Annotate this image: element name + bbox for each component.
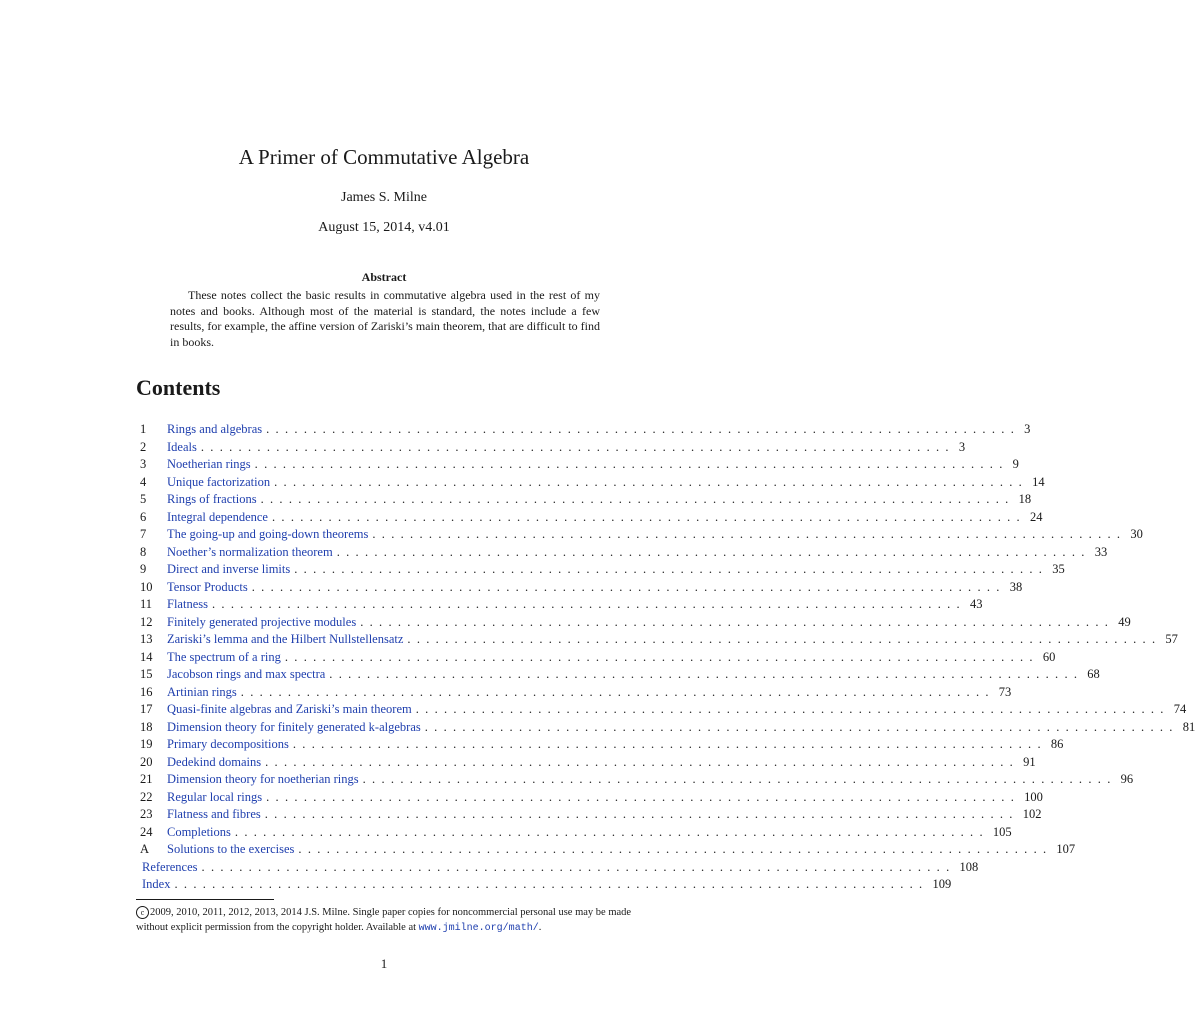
toc-entry-link[interactable]: Noetherian rings	[167, 457, 251, 471]
toc-entry-link[interactable]: Integral dependence	[167, 509, 268, 524]
toc-entry[interactable]	[140, 754, 1036, 772]
toc-page-number: 57	[1165, 632, 1178, 646]
toc-dot-leader: ................................................................................	[264, 807, 1019, 821]
toc-entry-number: 14	[140, 649, 153, 664]
toc-page-number: 109	[932, 877, 952, 891]
toc-dot-leader: ................................................................................	[260, 492, 1015, 506]
toc-entry[interactable]	[140, 491, 1032, 509]
toc-entry-link[interactable]: Zariski’s lemma and the Hilbert Nullstellensatz	[167, 632, 404, 646]
toc-entry-link[interactable]: Index	[142, 877, 171, 891]
toc-entry-link[interactable]: Finitely generated projective modules	[167, 614, 357, 629]
footnote	[136, 905, 636, 936]
abstract-text: These notes collect the basic results in commutative algebra used in the rest of my notes and books. Although most of the material is standard, the notes include a few results, for example, the affine version of Zariski’s main theorem, that are difficult to find in books.	[170, 288, 600, 349]
toc-page-number: 30	[1130, 527, 1143, 541]
toc-page-number: 60	[1042, 649, 1056, 664]
toc-entry-number: 16	[140, 684, 153, 699]
website-link[interactable]: www.jmilne.org/math/	[418, 923, 539, 934]
toc-page-number: 35	[1052, 562, 1065, 576]
toc-dot-leader: ................................................................................	[294, 562, 1049, 576]
toc-entry-link[interactable]: Direct and inverse limits	[167, 562, 291, 576]
toc-dot-leader: ................................................................................	[201, 859, 956, 874]
toc-dot-leader: ................................................................................	[266, 422, 1021, 436]
toc-entry[interactable]	[140, 824, 1012, 842]
toc-dot-leader: ................................................................................	[265, 754, 1020, 769]
toc-entry[interactable]	[140, 701, 1187, 719]
toc-entry-link[interactable]: Flatness	[167, 597, 208, 611]
footnote-text: 2009, 2010, 2011, 2012, 2013, 2014 J.S. Milne. Single paper copies for noncommercial personal use may be made without explicit permission from the copyright holder. Available at	[136, 907, 632, 933]
toc-entry[interactable]	[140, 649, 1056, 667]
toc-dot-leader: ................................................................................	[329, 667, 1084, 681]
toc-page-number: 3	[958, 439, 966, 454]
toc-entry[interactable]	[140, 806, 1042, 824]
author-name: James S. Milne	[341, 190, 427, 205]
toc-page-number: 74	[1173, 702, 1187, 716]
toc-entry-number: 20	[140, 754, 153, 769]
toc-entry-link[interactable]: The spectrum of a ring	[167, 649, 281, 664]
toc-entry-link[interactable]: Completions	[167, 824, 231, 839]
toc-dot-leader: ................................................................................	[234, 824, 989, 839]
toc-entry[interactable]	[140, 456, 1019, 474]
toc-page-number: 81	[1182, 719, 1195, 734]
toc-page-number: 100	[1024, 789, 1043, 804]
toc-entry-number: 12	[140, 614, 153, 629]
toc-page-number: 3	[1024, 422, 1031, 436]
toc-entry-number: 24	[140, 824, 153, 839]
toc-page-number: 107	[1056, 842, 1076, 856]
paper-title: A Primer of Commutative Algebra	[238, 145, 530, 169]
toc-entry[interactable]	[140, 684, 1012, 702]
table-of-contents	[140, 421, 1195, 894]
toc-page-number: 102	[1022, 807, 1042, 821]
toc-entry-number: 2	[140, 439, 147, 454]
toc-page-number: 91	[1023, 754, 1036, 769]
toc-entry[interactable]	[140, 509, 1043, 527]
toc-page-number: 49	[1118, 614, 1131, 629]
toc-entry[interactable]	[140, 789, 1043, 807]
toc-page-number: 86	[1050, 737, 1064, 751]
toc-page-number: 18	[1018, 492, 1032, 506]
toc-entry[interactable]	[140, 666, 1100, 684]
toc-dot-leader: ................................................................................	[271, 509, 1026, 524]
toc-dot-leader: ................................................................................	[415, 702, 1170, 716]
toc-entry[interactable]	[140, 771, 1134, 789]
toc-entry-link[interactable]: Primary decompositions	[167, 737, 289, 751]
toc-dot-leader: ................................................................................	[251, 579, 1006, 594]
toc-entry[interactable]	[140, 421, 1031, 439]
toc-entry-link[interactable]: The going-up and going-down theorems	[167, 527, 369, 541]
toc-entry[interactable]	[140, 579, 1023, 597]
page-number: 1	[380, 956, 388, 971]
toc-entry-link[interactable]: Dedekind domains	[167, 754, 262, 769]
toc-entry-number: 17	[140, 702, 153, 716]
toc-entry-link[interactable]: Jacobson rings and max spectra	[167, 667, 326, 681]
toc-entry-link[interactable]: Regular local rings	[167, 789, 263, 804]
toc-entry[interactable]	[140, 526, 1143, 544]
contents-heading: Contents	[136, 375, 221, 400]
toc-dot-leader: ................................................................................	[360, 614, 1115, 629]
toc-entry-number: 6	[140, 509, 147, 524]
toc-entry[interactable]	[140, 859, 979, 877]
toc-entry-number: 1	[140, 422, 147, 436]
toc-entry-number: A	[140, 842, 150, 856]
toc-page-number: 68	[1087, 667, 1100, 681]
toc-entry-number: 3	[140, 457, 147, 471]
toc-entry-number: 19	[140, 737, 153, 751]
toc-page-number: 73	[998, 684, 1012, 699]
toc-entry[interactable]	[140, 561, 1065, 579]
toc-entry-number: 8	[140, 544, 147, 559]
toc-dot-leader: ................................................................................	[424, 719, 1179, 734]
toc-entry-link[interactable]: Solutions to the exercises	[167, 842, 295, 856]
toc-entry-number: 22	[140, 789, 153, 804]
toc-entry-number: 18	[140, 719, 153, 734]
copyright-icon: c	[136, 906, 149, 919]
toc-page-number: 105	[992, 824, 1012, 839]
toc-page-number: 24	[1029, 509, 1043, 524]
toc-entry[interactable]	[140, 614, 1131, 632]
toc-dot-leader: ................................................................................	[266, 789, 1021, 804]
toc-dot-leader: ................................................................................	[292, 737, 1047, 751]
toc-entry-link[interactable]: Rings of fractions	[167, 492, 257, 506]
toc-entry-link[interactable]: Tensor Products	[167, 579, 248, 594]
toc-entry-link[interactable]: Unique factorization	[167, 474, 271, 489]
footnote-end: .	[538, 922, 542, 933]
toc-entry-link[interactable]: Rings and algebras	[167, 422, 263, 436]
toc-page-number: 33	[1094, 544, 1108, 559]
toc-dot-leader: ................................................................................	[298, 842, 1053, 856]
toc-entry[interactable]	[140, 631, 1178, 649]
toc-dot-leader: ................................................................................	[284, 649, 1039, 664]
toc-page-number: 14	[1032, 474, 1045, 489]
toc-entry[interactable]	[140, 736, 1064, 754]
toc-entry-link[interactable]: Dimension theory for noetherian rings	[167, 772, 359, 786]
toc-page-number: 9	[1012, 457, 1019, 471]
toc-entry-number: 5	[140, 492, 147, 506]
toc-dot-leader: ................................................................................	[407, 632, 1162, 646]
toc-entry-link[interactable]: Noether’s normalization theorem	[167, 544, 333, 559]
toc-dot-leader: ................................................................................	[372, 527, 1127, 541]
publication-date: August 15, 2014, v4.01	[318, 220, 450, 235]
toc-entry-link[interactable]: Ideals	[167, 439, 197, 454]
toc-entry-number: 13	[140, 632, 153, 646]
toc-dot-leader: ................................................................................	[362, 772, 1117, 786]
toc-dot-leader: ................................................................................	[274, 474, 1029, 489]
toc-dot-leader: ................................................................................	[240, 684, 995, 699]
toc-entry[interactable]	[140, 474, 1045, 492]
toc-dot-leader: ................................................................................	[211, 597, 966, 611]
toc-entry-number: 9	[140, 562, 147, 576]
toc-page-number: 108	[959, 859, 979, 874]
toc-entry-link[interactable]: Flatness and fibres	[167, 807, 261, 821]
toc-entry-number: 4	[140, 474, 147, 489]
footnote-rule	[136, 899, 274, 900]
toc-entry[interactable]	[140, 876, 952, 894]
toc-entry-link[interactable]: Quasi-finite algebras and Zariski’s main theorem	[167, 702, 412, 716]
toc-dot-leader: ................................................................................	[174, 877, 929, 891]
toc-page-number: 43	[969, 597, 983, 611]
toc-page-number: 96	[1120, 772, 1134, 786]
toc-entry-number: 15	[140, 667, 153, 681]
toc-entry-number: 11	[140, 597, 153, 611]
toc-entry[interactable]	[140, 719, 1195, 737]
toc-entry-link[interactable]: Artinian rings	[167, 684, 237, 699]
toc-entry[interactable]	[140, 439, 966, 457]
abstract-heading: Abstract	[361, 270, 407, 284]
toc-entry-number: 10	[140, 579, 153, 594]
toc-entry[interactable]	[140, 841, 1076, 859]
toc-dot-leader: ................................................................................	[336, 544, 1091, 559]
toc-dot-leader: ................................................................................	[254, 457, 1009, 471]
toc-dot-leader: ................................................................................	[200, 439, 955, 454]
toc-entry[interactable]	[140, 596, 983, 614]
toc-entry[interactable]	[140, 544, 1108, 562]
toc-entry-link[interactable]: Dimension theory for finitely generated k-algebras	[167, 719, 421, 734]
toc-page-number: 38	[1009, 579, 1023, 594]
toc-entry-link[interactable]: References	[142, 859, 198, 874]
toc-entry-number: 21	[140, 772, 153, 786]
toc-entry-number: 7	[140, 527, 147, 541]
toc-entry-number: 23	[140, 807, 153, 821]
